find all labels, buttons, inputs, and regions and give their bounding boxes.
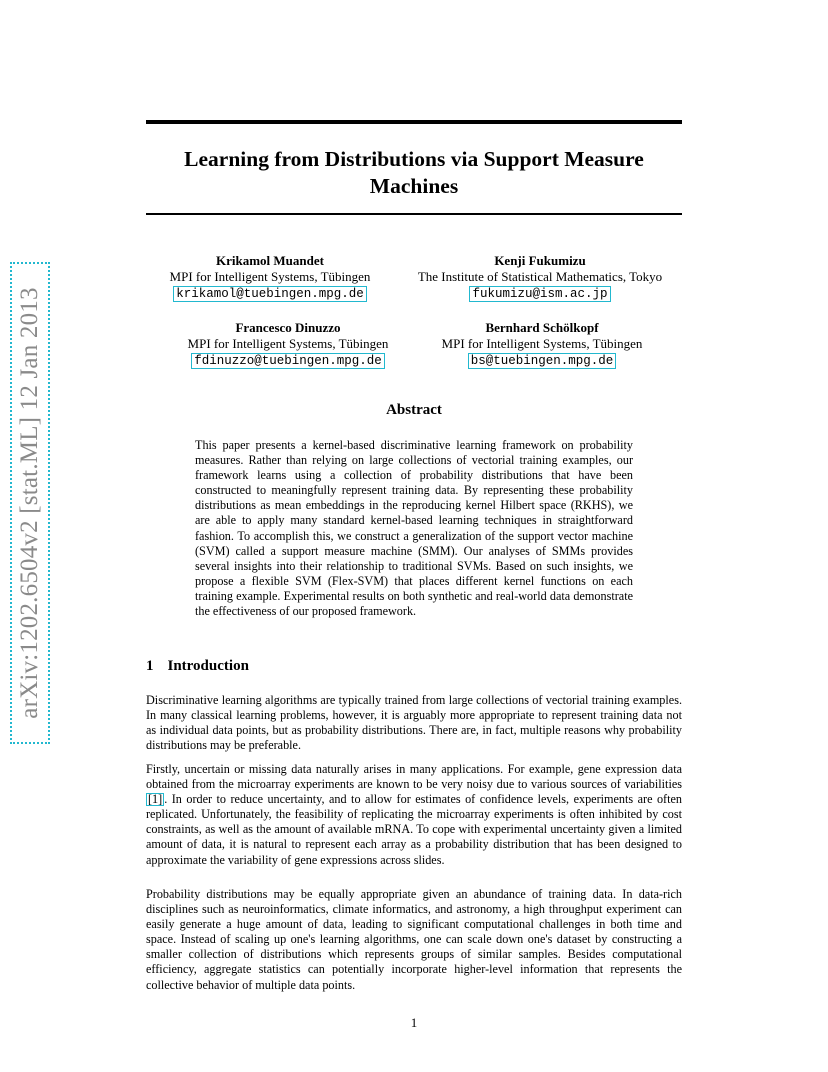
author-name: Kenji Fukumizu [494, 253, 586, 268]
paragraph-text: Firstly, uncertain or missing data naturally arises in many applications. For example, gene expression data obtained from the microarray experiments are known to be very noisy due to various sources of variabilities [146, 762, 682, 792]
author-block-2 [398, 253, 682, 302]
section-title: Introduction [167, 658, 249, 674]
paragraph-text: . In order to reduce uncertainty, and to allow for estimates of confidence levels, experiments are often replicated. Unfortunately, the feasibility of replicating the microarray experiments is often inhibited by cost constraints, as well as the amount of available mRNA. To cope with experimental uncertainty given a limited amount of data, it is natural to represent each array as a probability distribution that has been designed to approximate the variability of gene expressions across slides. [146, 792, 682, 867]
author-name: Krikamol Muandet [216, 253, 324, 268]
author-email-link[interactable]: krikamol@tuebingen.mpg.de [173, 286, 367, 302]
paper-title: Learning from Distributions via Support Measure Machines [184, 147, 644, 198]
arxiv-identifier-text: arXiv:1202.6504v2 [stat.ML] 12 Jan 2013 [16, 287, 43, 719]
abstract-text: This paper presents a kernel-based discriminative learning framework on probability measures. Rather than relying on large collections of vectorial training examples, our framework learns using a collection of probability distributions that have been constructed to meaningfully represent training data. By representing these probability distributions as mean embeddings in the reproducing kernel Hilbert space (RKHS), we are able to apply many standard kernel-based learning techniques in straightforward fashion. To accomplish this, we construct a generalization of the support vector machine (SVM) called a support measure machine (SMM). Our analyses of SMMs provides several insights into their relationship to traditional SVMs. Based on such insights, we propose a flexible SVM (Flex-SVM) that places different kernel functions on each training example. Experimental results on both synthetic and real-world data demonstrate the effectiveness of our proposed framework. [195, 438, 633, 619]
section-heading [146, 658, 249, 675]
author-affiliation: MPI for Intelligent Systems, Tübingen [169, 269, 371, 284]
author-block-1 [154, 253, 386, 302]
author-email-link[interactable]: fukumizu@ism.ac.jp [469, 286, 610, 302]
citation-link[interactable]: [1] [148, 792, 163, 807]
abstract-heading: Abstract [386, 402, 442, 418]
author-email-link[interactable]: fdinuzzo@tuebingen.mpg.de [191, 353, 385, 369]
author-name: Bernhard Schölkopf [485, 320, 599, 335]
author-affiliation: The Institute of Statistical Mathematics, Tokyo [417, 269, 663, 284]
title-top-rule [146, 120, 682, 124]
intro-paragraph-2 [146, 762, 682, 868]
title-bottom-rule [146, 213, 682, 215]
author-block-3 [168, 320, 408, 369]
intro-paragraph-3: Probability distributions may be equally appropriate given an abundance of training data. In data-rich disciplines such as neuroinformatics, climate informatics, and astronomy, a high throughput experiment can easily generate a huge amount of data, leading to significant computational challenges in both time and space. Instead of scaling up one's learning algorithms, one can scale down one's dataset by constructing a smaller collection of distributions which represents groups of similar samples. Besides computational efficiency, aggregate statistics can potentially incorporate higher-level information that represents the collective behavior of multiple data points. [146, 887, 682, 992]
page-number: 1 [410, 1015, 418, 1030]
author-affiliation: MPI for Intelligent Systems, Tübingen [441, 336, 643, 351]
author-name: Francesco Dinuzzo [235, 320, 341, 335]
section-number: 1 [146, 658, 154, 674]
intro-paragraph-1: Discriminative learning algorithms are typically trained from large collections of vectorial training examples. In many classical learning problems, however, it is arguably more appropriate to represent training data not as individual data points, but as probability distributions. There are, in fact, multiple reasons why probability distributions may be preferable. [146, 693, 682, 753]
author-email-link[interactable]: bs@tuebingen.mpg.de [468, 353, 617, 369]
author-affiliation: MPI for Intelligent Systems, Tübingen [187, 336, 389, 351]
author-block-4 [422, 320, 662, 369]
arxiv-identifier-stamp[interactable] [10, 262, 50, 744]
